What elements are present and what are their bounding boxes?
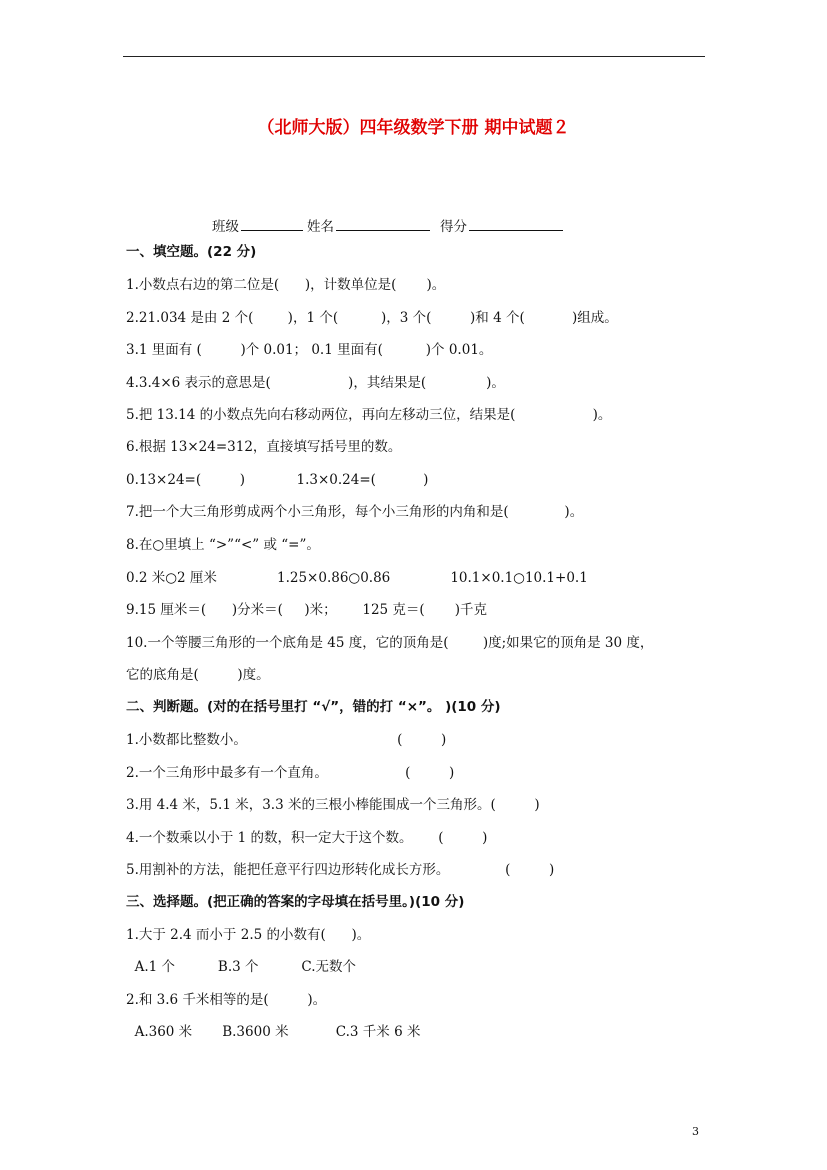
score-blank[interactable]: [469, 216, 563, 231]
question-line: 6.根据 13×24=312，直接填写括号里的数。: [126, 439, 402, 455]
question-line: 4.3.4×6 表示的意思是( )，其结果是( )。: [126, 375, 505, 391]
question-line: 5.把 13.14 的小数点先向右移动两位，再向左移动三位，结果是( )。: [126, 407, 612, 423]
name-blank[interactable]: [336, 216, 430, 231]
header-rule: [123, 56, 705, 57]
question-line: 3.用 4.4 米，5.1 米，3.3 米的三根小棒能围成一个三角形。( ): [126, 797, 540, 813]
question-line: 2.和 3.6 千米相等的是( )。: [126, 992, 327, 1008]
question-line: 7.把一个大三角形剪成两个小三角形，每个小三角形的内角和是( )。: [126, 504, 584, 520]
question-line: 3.1 里面有 ( )个 0.01； 0.1 里面有( )个 0.01。: [126, 342, 493, 358]
class-label: 班级: [212, 219, 239, 235]
question-line: 它的底角是( )度。: [126, 667, 270, 683]
question-line: 5.用割补的方法，能把任意平行四边形转化成长方形。 ( ): [126, 862, 555, 878]
question-line: 1.小数点右边的第二位是( )，计数单位是( )。: [126, 277, 446, 293]
question-line: 2.一个三角形中最多有一个直角。 ( ): [126, 765, 455, 781]
section-heading-fill-in: 一、填空题。(22 分): [126, 244, 257, 260]
page-number: 3: [692, 1125, 699, 1138]
question-line: 4.一个数乘以小于 1 的数，积一定大于这个数。 ( ): [126, 830, 488, 846]
question-line: 9.15 厘米＝( )分米＝( )米； 125 克＝( )千克: [126, 602, 487, 618]
score-label: 得分: [440, 219, 467, 235]
question-line: 0.13×24=( ) 1.3×0.24=( ): [126, 472, 429, 488]
question-line: 2.21.034 是由 2 个( )，1 个( )，3 个( )和 4 个( )组成。: [126, 310, 618, 326]
question-line: 1.大于 2.4 而小于 2.5 的小数有( )。: [126, 927, 371, 943]
question-line: 1.小数都比整数小。 ( ): [126, 732, 447, 748]
name-label: 姓名: [307, 219, 334, 235]
question-line: 8.在○里填上 “>”“<” 或 “=”。: [126, 537, 320, 553]
option-line: A.360 米 B.3600 米 C.3 千米 6 米: [126, 1024, 421, 1040]
student-info-row: [212, 215, 567, 235]
option-line: A.1 个 B.3 个 C.无数个: [126, 959, 357, 975]
section-heading-multiple-choice: 三、选择题。(把正确的答案的字母填在括号里。)(10 分): [126, 894, 465, 910]
page-title: （北师大版）四年级数学下册 期中试题２: [257, 118, 570, 138]
question-line: 0.2 米○2 厘米 1.25×0.86○0.86 10.1×0.1○10.1+0.1: [126, 570, 588, 586]
question-line: 10.一个等腰三角形的一个底角是 45 度，它的顶角是( )度;如果它的顶角是 30 度，: [126, 635, 654, 651]
section-heading-true-false: 二、判断题。(对的在括号里打 “√”，错的打 “×”。 )(10 分): [126, 699, 501, 715]
class-blank[interactable]: [241, 216, 303, 231]
